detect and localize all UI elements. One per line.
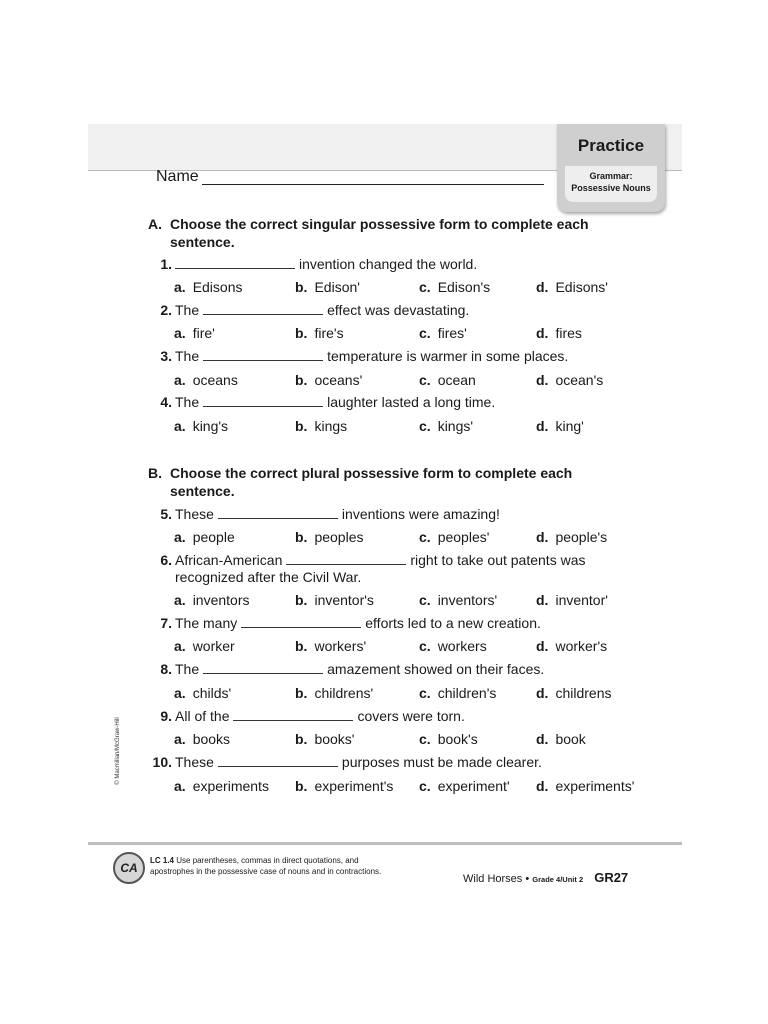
choice-letter: d. [536, 731, 549, 747]
standard-note [150, 855, 410, 877]
choice-letter: b. [295, 372, 308, 388]
section-a-heading-line1: Choose the correct singular possessive form to complete each [170, 216, 589, 232]
answer-blank[interactable] [218, 756, 338, 767]
question-text [175, 552, 625, 569]
choice-letter: a. [174, 778, 186, 794]
choice-letter: c. [419, 325, 431, 341]
choice-b[interactable] [295, 279, 360, 295]
choice-text: inventor's [314, 592, 374, 608]
choice-d[interactable] [536, 592, 608, 608]
choice-text: people [192, 529, 235, 545]
answer-choices [174, 592, 634, 609]
question-number: 9. [160, 708, 172, 724]
answer-choices [174, 418, 634, 435]
choice-text: experiments' [555, 778, 635, 794]
choice-text: experiment' [437, 778, 510, 794]
choice-c[interactable] [419, 529, 489, 545]
choice-letter: c. [419, 418, 431, 434]
choice-text: peoples' [437, 529, 490, 545]
choice-b[interactable] [295, 731, 354, 747]
choice-letter: a. [174, 418, 186, 434]
choice-text: ocean's [555, 372, 604, 388]
choice-letter: b. [295, 778, 308, 794]
choice-text: childrens [555, 685, 612, 701]
answer-blank[interactable] [233, 710, 353, 721]
choice-text: inventor' [555, 592, 608, 608]
footer-info [463, 870, 663, 885]
question-text [175, 302, 625, 319]
question-before: The [175, 302, 200, 318]
practice-title: Practice [577, 136, 645, 155]
choice-b[interactable] [295, 325, 344, 341]
choice-d[interactable] [536, 685, 611, 701]
choice-text: workers [437, 638, 487, 654]
choice-text: Edisons [192, 279, 243, 295]
question-number: 7. [160, 615, 172, 631]
choice-text: king' [555, 418, 584, 434]
question-text [175, 394, 625, 411]
choice-text: childrens' [314, 685, 374, 701]
choice-letter: c. [419, 372, 431, 388]
question-text [175, 348, 625, 365]
choice-letter: c. [419, 529, 431, 545]
choice-letter: b. [295, 325, 308, 341]
choice-a[interactable] [174, 592, 250, 608]
question-after: efforts led to a new creation. [365, 615, 541, 631]
choice-letter: a. [174, 529, 186, 545]
answer-choices [174, 372, 634, 389]
choice-letter: d. [536, 529, 549, 545]
question-before: All of the [175, 708, 230, 724]
choice-letter: a. [174, 279, 186, 295]
choice-letter: d. [536, 685, 549, 701]
question-after: covers were torn. [357, 708, 465, 724]
question-after: amazement showed on their faces. [327, 661, 545, 677]
choice-d[interactable] [536, 638, 607, 654]
choice-text: book [555, 731, 586, 747]
choice-a[interactable] [174, 638, 235, 654]
question-before: The [175, 348, 200, 364]
question-number: 10. [152, 754, 172, 770]
section-a-heading [148, 215, 628, 251]
choice-text: experiments [192, 778, 269, 794]
choice-letter: b. [295, 731, 308, 747]
choice-text: fire' [192, 325, 215, 341]
choice-a[interactable] [174, 418, 228, 434]
section-a-letter: A. [148, 216, 162, 232]
question-text [175, 506, 625, 523]
choice-letter: b. [295, 279, 308, 295]
choice-text: childs' [192, 685, 232, 701]
answer-choices [174, 638, 634, 655]
section-b-heading [148, 464, 628, 500]
story-title: Wild Horses [463, 873, 523, 885]
question-after: invention changed the world. [299, 256, 478, 272]
choice-letter: a. [174, 731, 186, 747]
practice-tab [557, 124, 665, 212]
choice-text: worker [192, 638, 235, 654]
name-label: Name [156, 168, 199, 185]
question-before: The [175, 394, 200, 410]
answer-choices [174, 731, 634, 748]
choice-letter: d. [536, 592, 549, 608]
choice-text: Edisons' [555, 279, 608, 295]
choice-b[interactable] [295, 372, 362, 388]
choice-c[interactable] [419, 638, 487, 654]
choice-letter: a. [174, 638, 186, 654]
choice-d[interactable] [536, 778, 634, 794]
choice-b[interactable] [295, 529, 364, 545]
section-b-heading-line1: Choose the correct plural possessive form to complete each [170, 465, 573, 481]
answer-blank[interactable] [203, 663, 323, 674]
section-b-letter: B. [148, 465, 162, 481]
practice-subtitle [565, 170, 657, 194]
choice-letter: b. [295, 685, 308, 701]
choice-letter: a. [174, 325, 186, 341]
grade-unit: Grade 4/Unit 2 [532, 875, 584, 884]
choice-text: Edison's [437, 279, 491, 295]
choice-d[interactable] [536, 372, 603, 388]
choice-letter: b. [295, 592, 308, 608]
page-code: GR27 [594, 870, 629, 885]
choice-letter: d. [536, 418, 549, 434]
choice-letter: b. [295, 638, 308, 654]
question-number: 2. [160, 302, 172, 318]
question-text [175, 256, 625, 273]
choice-c[interactable] [419, 592, 497, 608]
choice-text: workers' [314, 638, 367, 654]
question-number: 1. [160, 256, 172, 272]
choice-text: people's [555, 529, 608, 545]
choice-a[interactable] [174, 372, 238, 388]
choice-text: books [192, 731, 231, 747]
choice-letter: d. [536, 372, 549, 388]
choice-text: fire's [314, 325, 344, 341]
choice-a[interactable] [174, 325, 215, 341]
choice-c[interactable] [419, 325, 467, 341]
section-a-heading-line2: sentence. [170, 234, 235, 250]
choice-letter: d. [536, 325, 549, 341]
question-text [175, 754, 625, 771]
question-before: These [175, 754, 214, 770]
question-number: 4. [160, 394, 172, 410]
answer-blank[interactable] [203, 396, 323, 407]
standard-text-line1: Use parentheses, commas in direct quotations, and [176, 856, 359, 865]
name-write-line[interactable] [202, 184, 544, 185]
choice-text: peoples [314, 529, 364, 545]
choice-letter: c. [419, 592, 431, 608]
practice-subtitle-box [565, 166, 657, 202]
standard-code: LC 1.4 [150, 856, 175, 865]
footer-divider [88, 842, 682, 845]
choice-d[interactable] [536, 418, 584, 434]
question-text [175, 708, 625, 725]
choice-letter: b. [295, 529, 308, 545]
answer-choices [174, 325, 634, 342]
choice-a[interactable] [174, 279, 243, 295]
question-text [175, 661, 625, 678]
choice-text: ocean [437, 372, 476, 388]
choice-letter: c. [419, 778, 431, 794]
question-after: laughter lasted a long time. [327, 394, 496, 410]
choice-text: fires [555, 325, 582, 341]
choice-text: inventors [192, 592, 250, 608]
choice-letter: c. [419, 731, 431, 747]
choice-text: fires' [437, 325, 467, 341]
choice-b[interactable] [295, 638, 366, 654]
standard-text-line2: apostrophes in the possessive case of nouns and in contractions. [150, 867, 382, 876]
question-text-line2: recognized after the Civil War. [175, 569, 362, 585]
answer-blank[interactable] [218, 508, 338, 519]
subtitle-line2: Possessive Nouns [571, 183, 651, 193]
choice-c[interactable] [419, 778, 510, 794]
ca-standards-logo: CA [113, 852, 145, 884]
question-number: 3. [160, 348, 172, 364]
choice-c[interactable] [419, 685, 496, 701]
choice-c[interactable] [419, 279, 490, 295]
question-after: purposes must be made clearer. [341, 754, 542, 770]
choice-letter: c. [419, 685, 431, 701]
choice-d[interactable] [536, 731, 586, 747]
question-after: inventions were amazing! [341, 506, 500, 522]
choice-a[interactable] [174, 685, 231, 701]
question-number: 5. [160, 506, 172, 522]
choice-b[interactable] [295, 685, 373, 701]
question-after: right to take out patents was [410, 552, 586, 568]
choice-letter: d. [536, 638, 549, 654]
question-after: effect was devastating. [327, 302, 470, 318]
choice-letter: c. [419, 279, 431, 295]
answer-choices [174, 529, 634, 546]
choice-text: Edison' [314, 279, 360, 295]
choice-text: children's [437, 685, 497, 701]
choice-letter: a. [174, 592, 186, 608]
choice-text: oceans [192, 372, 238, 388]
question-after: temperature is warmer in some places. [327, 348, 569, 364]
answer-choices [174, 279, 634, 296]
choice-letter: a. [174, 372, 186, 388]
choice-text: worker's [555, 638, 608, 654]
choice-c[interactable] [419, 372, 476, 388]
answer-blank[interactable] [241, 617, 361, 628]
choice-d[interactable] [536, 325, 582, 341]
choice-a[interactable] [174, 778, 269, 794]
question-before: The [175, 661, 200, 677]
choice-text: book's [437, 731, 478, 747]
question-number: 8. [160, 661, 172, 677]
choice-letter: d. [536, 279, 549, 295]
choice-text: inventors' [437, 592, 498, 608]
answer-choices [174, 778, 634, 795]
choice-text: kings [314, 418, 348, 434]
answer-blank[interactable] [203, 350, 323, 361]
question-before: These [175, 506, 214, 522]
section-b-heading-line2: sentence. [170, 483, 235, 499]
choice-text: kings' [437, 418, 474, 434]
choice-text: experiment's [314, 778, 394, 794]
copyright-notice: © Macmillan/McGraw-Hill [115, 717, 121, 785]
choice-letter: c. [419, 638, 431, 654]
answer-blank[interactable] [203, 304, 323, 315]
answer-blank[interactable] [286, 554, 406, 565]
choice-a[interactable] [174, 731, 230, 747]
choice-c[interactable] [419, 418, 473, 434]
answer-blank[interactable] [175, 258, 295, 269]
question-number: 6. [160, 552, 172, 568]
choice-d[interactable] [536, 529, 607, 545]
question-before: African-American [175, 552, 283, 568]
choice-text: king's [192, 418, 229, 434]
question-before: The many [175, 615, 238, 631]
choice-letter: a. [174, 685, 186, 701]
choice-b[interactable] [295, 778, 393, 794]
choice-letter: d. [536, 778, 549, 794]
choice-b[interactable] [295, 592, 374, 608]
subtitle-line1: Grammar: [589, 171, 633, 181]
question-text [175, 615, 625, 632]
choice-a[interactable] [174, 529, 235, 545]
choice-c[interactable] [419, 731, 478, 747]
choice-text: books' [314, 731, 355, 747]
choice-b[interactable] [295, 418, 347, 434]
bullet-separator: • [525, 873, 530, 885]
choice-letter: b. [295, 418, 308, 434]
choice-d[interactable] [536, 279, 608, 295]
answer-choices [174, 685, 634, 702]
choice-text: oceans' [314, 372, 363, 388]
